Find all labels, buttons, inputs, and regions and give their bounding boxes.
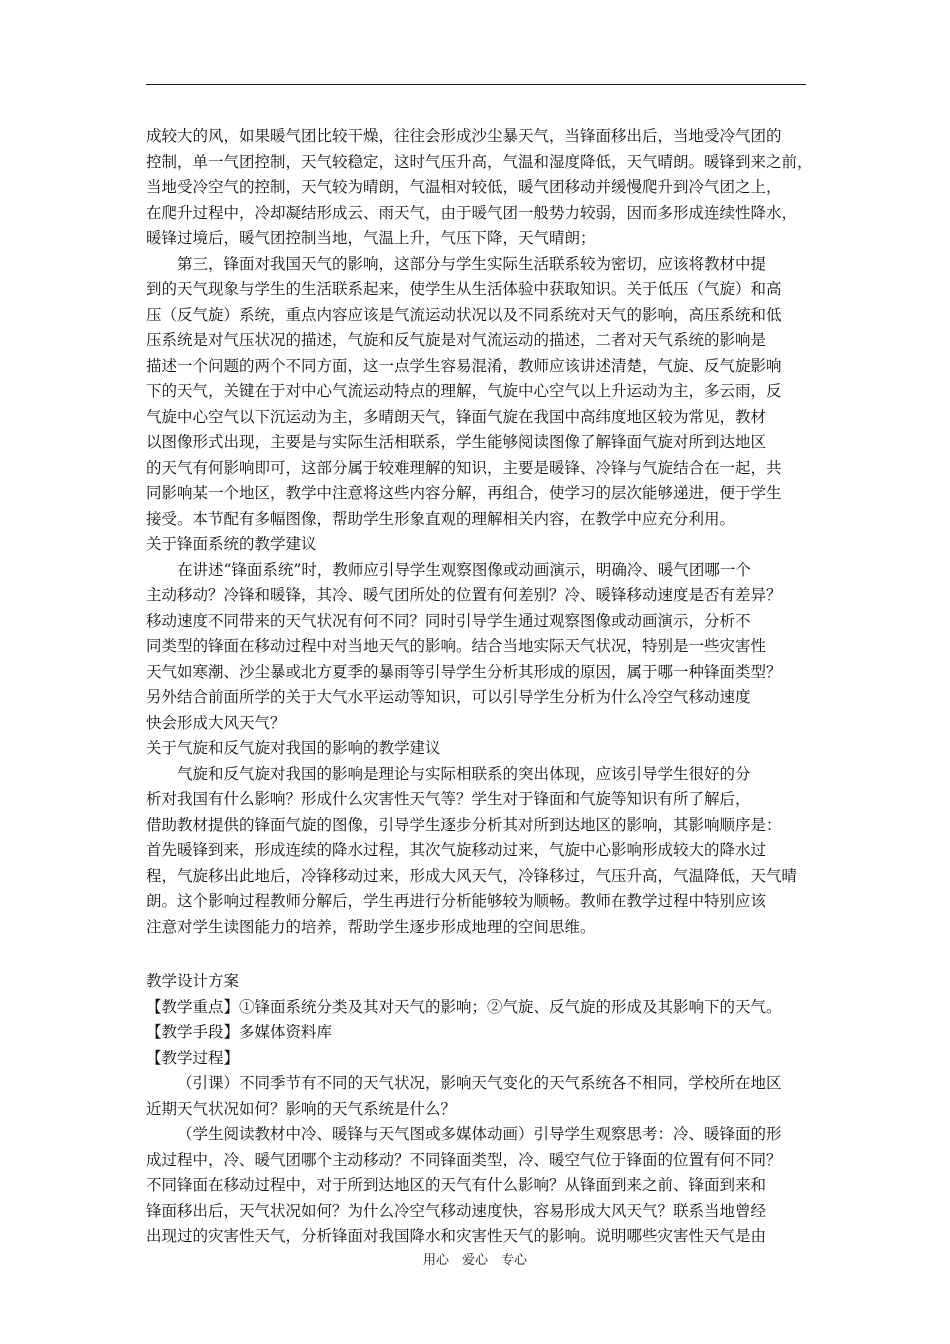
text-line: 到的天气现象与学生的生活联系起来，使学生从生活体验中获取知识。关于低压（气旋）和高: [146, 280, 782, 298]
text-line: 同类型的锋面在移动过程中对当地天气的影响。结合当地实际天气状况，特别是一些灾害性: [146, 637, 767, 655]
teaching-process-label: 【教学过程】: [146, 1048, 240, 1067]
text-line: 快会形成大风天气？: [146, 713, 286, 732]
text-line: 注意对学生读图能力的培养，帮助学生逐步形成地理的空间思维。: [146, 917, 596, 936]
text-line: 锋面移出后，天气状况如何？为什么冷空气移动速度快，容易形成大风天气？联系当地曾经: [146, 1201, 767, 1220]
paragraph-spacer: [146, 940, 818, 969]
text-line: 成较大的风，如果暖气团比较干燥，往往会形成沙尘暴天气，当锋面移出后，当地受冷气团的: [146, 127, 782, 145]
text-line: 在爬升过程中，冷却凝结形成云、雨天气，由于暖气团一般势力较弱，因而多形成连续性降水，: [146, 203, 798, 222]
text-line: 移动速度不同带来的天气状况有何不同？同时引导学生通过观察图像或动画演示，分析不: [146, 611, 751, 630]
text-line: 暖锋过境后，暖气团控制当地，气温上升，气压下降，天气晴朗；: [146, 229, 596, 247]
text-line: 首先暖锋到来，形成连续的降水过程，其次气旋移动过来，气旋中心影响形成较大的降水过: [146, 841, 767, 859]
text-line: 描述一个问题的两个不同方面，这一点学生容易混淆，教师应该讲述清楚，气旋、反气旋影响: [146, 356, 782, 375]
text-line: 另外结合前面所学的关于大气水平运动等知识，可以引导学生分析为什么冷空气移动速度: [146, 688, 751, 706]
text-line: 下的天气，关键在于对中心气流运动特点的理解，气旋中心空气以上升运动为主，多云雨，反: [146, 382, 782, 400]
text-line: 当地受冷空气的控制，天气较为晴朗，气温相对较低，暖气团移动并缓慢爬升到冷气团之上，: [146, 178, 782, 196]
paragraph-intro: [146, 1071, 818, 1122]
teaching-focus: 【教学重点】①锋面系统分类及其对天气的影响；②气旋、反气旋的形成及其影响下的天气。: [146, 997, 782, 1016]
text-line: 近期天气状况如何？影响的天气系统是什么？: [146, 1099, 457, 1118]
text-line: 借助教材提供的锋面气旋的图像，引导学生逐步分析其对所到达地区的影响，其影响顺序是：: [146, 815, 782, 834]
text-line: 压系统是对气压状况的描述，气旋和反气旋是对气流运动的描述，二者对天气系统的影响是: [146, 331, 767, 349]
document-body: [146, 124, 818, 1250]
text-line: 出现过的灾害性天气，分析锋面对我国降水和灾害性天气的影响。说明哪些灾害性天气是由: [146, 1227, 767, 1245]
text-line: 主动移动？冷锋和暖锋，其冷、暖气团所处的位置有何差别？冷、暖锋移动速度是否有差异？: [146, 586, 782, 604]
text-line: 在讲述“锋面系统”时，教师应引导学生观察图像或动画演示，明确冷、暖气团哪一个: [177, 560, 751, 579]
text-line: 不同锋面在移动过程中，对于所到达地区的天气有什么影响？从锋面到来之前、锋面到来和: [146, 1176, 767, 1194]
section-heading-front-system: 关于锋面系统的教学建议: [146, 535, 317, 553]
paragraph-warm-front: [146, 124, 818, 252]
paragraph-student-reading: [146, 1122, 818, 1250]
text-line: 接受。本节配有多幅图像，帮助学生形象直观的理解相关内容，在教学中应充分利用。: [146, 509, 736, 528]
paragraph-third-point: [146, 252, 818, 533]
text-line: 同影响某一个地区，教学中注意将这些内容分解，再组合，使学习的层次能够递进，便于学生: [146, 484, 782, 502]
text-line: 的天气有何影响即可，这部分属于较难理解的知识，主要是暖锋、冷锋与气旋结合在一起，共: [146, 458, 782, 477]
text-line: 成过程中，冷、暖气团哪个主动移动？不同锋面类型，冷、暖空气位于锋面的位置有何不同？: [146, 1150, 782, 1169]
text-line: 以图像形式出现，主要是与实际生活相联系，学生能够阅读图像了解锋面气旋对所到达地区: [146, 433, 767, 451]
text-line: 程，气旋移出此地后，冷锋移动过来，形成大风天气，冷锋移过，气压升高，气温降低，天气晴: [146, 866, 798, 885]
section-heading-design-plan: 教学设计方案: [146, 972, 240, 990]
text-line: 控制，单一气团控制，天气较稳定，这时气压升高，气温和湿度降低，天气晴朗。暖锋到来之前，: [146, 152, 813, 171]
header-rule: [146, 84, 806, 85]
text-line: 气旋中心空气以下沉运动为主，多晴朗天气，锋面气旋在我国中高纬度地区较为常见，教材: [146, 407, 767, 426]
text-line: （学生阅读教材中冷、暖锋与天气图或多媒体动画）引导学生观察思考：冷、暖锋面的形: [177, 1125, 782, 1143]
text-line: 第三，锋面对我国天气的影响，这部分与学生实际生活联系较为密切，应该将教材中提: [177, 254, 767, 273]
paragraph-cyclone: [146, 762, 818, 941]
text-line: 天气如寒潮、沙尘暴或北方夏季的暴雨等引导学生分析其形成的原因，属于哪一种锋面类型？: [146, 662, 782, 681]
text-line: 气旋和反气旋对我国的影响是理论与实际相联系的突出体现，应该引导学生很好的分: [177, 764, 751, 783]
paragraph-front-system: [146, 558, 818, 737]
text-line: 压（反气旋）系统，重点内容应该是气流运动状况以及不同系统对天气的影响，高压系统和低: [146, 305, 782, 324]
text-line: 析对我国有什么影响？形成什么灾害性天气等？学生对于锋面和气旋等知识有所了解后，: [146, 790, 751, 808]
page-footer: 用心 爱心 专心: [422, 1253, 527, 1268]
teaching-means: 【教学手段】多媒体资料库: [146, 1023, 333, 1041]
section-heading-cyclone: 关于气旋和反气旋对我国的影响的教学建议: [146, 739, 441, 757]
text-line: 朗。这个影响过程教师分解后，学生再进行分析能够较为顺畅。教师在教学过程中特别应该: [146, 892, 767, 910]
text-line: （引课）不同季节有不同的天气状况，影响天气变化的天气系统各不相同，学校所在地区: [177, 1074, 782, 1092]
